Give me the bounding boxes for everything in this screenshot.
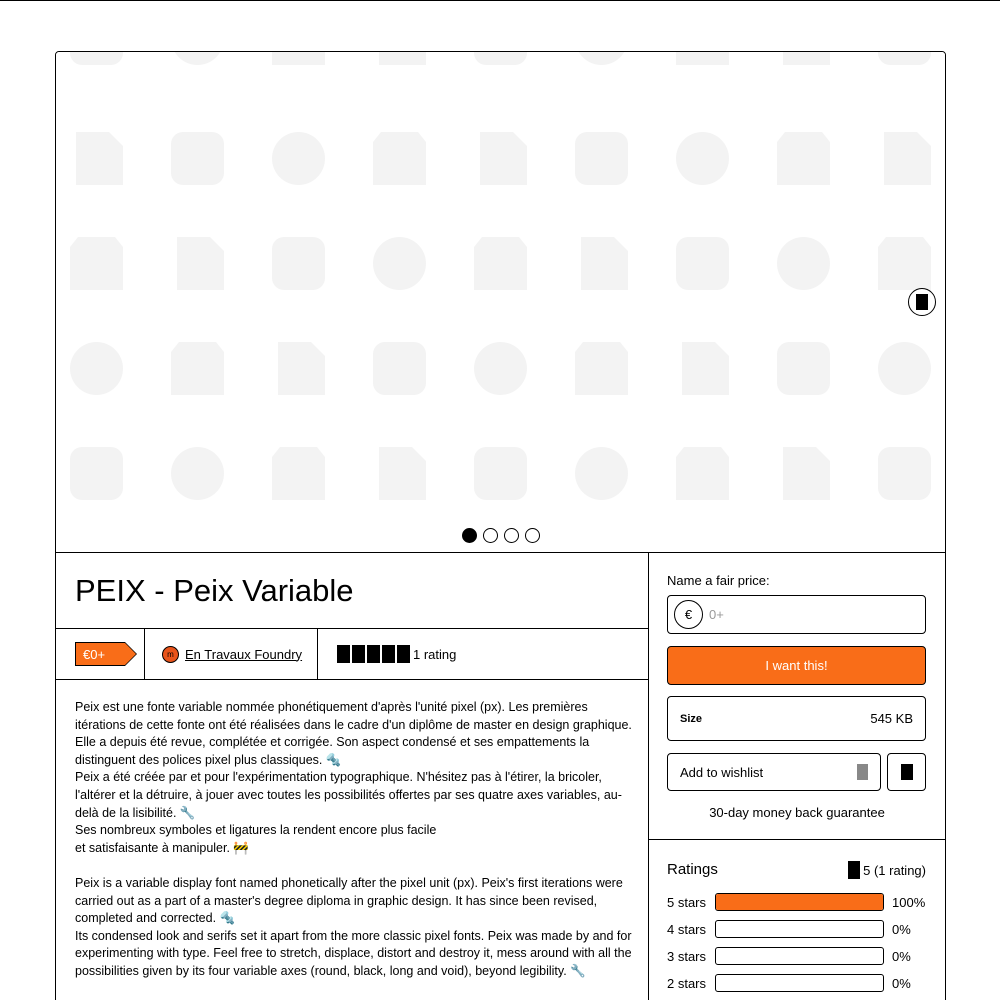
currency-symbol: € bbox=[674, 600, 703, 629]
product-cover-carousel bbox=[56, 52, 945, 552]
cover-pattern-icon bbox=[575, 447, 628, 500]
rating-bar bbox=[715, 947, 884, 965]
cover-pattern-icon bbox=[884, 132, 931, 185]
cover-pattern-icon bbox=[373, 132, 426, 185]
cover-pattern-icon bbox=[575, 52, 628, 65]
rating-bar bbox=[715, 974, 884, 992]
description-paragraph: Its condensed look and serifs set it apart from the more classic pixel fonts. Peix was made by and for experimenting with type. Feel free to stretch, displace, distort and destroy it, mess around with all the possibilities given by its four variable axes (round, black, long and void), beyond legibility. 🔧 bbox=[75, 928, 632, 978]
rating-row-label: 2 stars bbox=[667, 975, 707, 991]
rating-row bbox=[667, 920, 927, 938]
cover-pattern-icon bbox=[878, 342, 931, 395]
product-info bbox=[56, 553, 648, 1000]
cover-pattern-icon bbox=[70, 447, 123, 500]
cover-pattern-icon bbox=[272, 237, 325, 290]
rating-row-label: 4 stars bbox=[667, 921, 707, 937]
cover-pattern-icon bbox=[575, 132, 628, 185]
file-size-info bbox=[667, 696, 926, 741]
price-badge-label: €0+ bbox=[83, 646, 106, 662]
description-paragraph: Peix a été créée par et pour l'expérimentation typographique. N'hésitez pas à l'étirer, la bricoler, l'altérer et la détruire, à jouer avec toutes les possibilités offertes par ses quatre axes variables, au-delà de la lisibilité. 🔧 bbox=[75, 770, 622, 820]
cover-pattern-icon bbox=[171, 132, 224, 185]
product-meta-bar bbox=[56, 628, 648, 680]
carousel-dot[interactable] bbox=[462, 528, 477, 543]
ratings-summary-text: 5 (1 rating) bbox=[863, 862, 926, 878]
carousel-dot[interactable] bbox=[483, 528, 498, 543]
share-icon bbox=[901, 764, 913, 780]
cover-pattern-icon bbox=[682, 342, 729, 395]
top-border bbox=[0, 0, 1000, 1]
description-paragraph: Peix est une fonte variable nommée phonétiquement d'après l'unité pixel (px). Les premières itérations de cette fonte ont été réalisées dans le cadre d'un diplôme de master en design graphique. Elle a depuis été revue, complétée et corrigée. Son aspect condensé et ses empattements la distinguent des polices pixel plus classiques. 🔩 bbox=[75, 700, 632, 767]
rating-bar-fill bbox=[716, 894, 883, 910]
rating-row-label: 3 stars bbox=[667, 948, 707, 964]
price-badge-cell bbox=[75, 629, 125, 679]
cover-pattern-icon bbox=[676, 52, 729, 65]
cover-pattern-icon bbox=[272, 52, 325, 65]
share-button[interactable] bbox=[887, 753, 926, 791]
cover-pattern-icon bbox=[278, 342, 325, 395]
seller-cell bbox=[162, 629, 302, 679]
purchase-panel bbox=[649, 553, 945, 1000]
description-paragraph: et satisfaisante à manipuler. 🚧 bbox=[75, 840, 249, 855]
rating-count: 1 rating bbox=[413, 646, 457, 662]
rating-row bbox=[667, 974, 927, 992]
cover-pattern-icon bbox=[474, 52, 527, 65]
cover-pattern-icon bbox=[676, 132, 729, 185]
description-paragraph: Peix is a variable display font named phonetically after the pixel unit (px). Peix's first iterations were carried out as a part of a master's degree diploma in graphic design. It has since been revised, completed and corrected. 🔩 bbox=[75, 875, 623, 926]
ratings-summary bbox=[848, 861, 926, 879]
product-title: PEIX - Peix Variable bbox=[75, 573, 354, 608]
product-description bbox=[75, 699, 635, 981]
rating-row bbox=[667, 947, 927, 965]
cover-pattern-icon bbox=[70, 52, 123, 65]
guarantee-text: 30-day money back guarantee bbox=[709, 805, 885, 820]
divider bbox=[144, 629, 145, 679]
star-icon bbox=[382, 645, 395, 663]
seller-avatar: m bbox=[162, 646, 179, 663]
cover-pattern-icon bbox=[373, 237, 426, 290]
divider bbox=[649, 839, 945, 840]
cover-pattern-icon bbox=[76, 132, 123, 185]
cover-pattern-icon bbox=[676, 447, 729, 500]
star-icon bbox=[397, 645, 410, 663]
rating-row-percent: 0% bbox=[892, 921, 911, 937]
cover-pattern-icon bbox=[676, 237, 729, 290]
price-field[interactable] bbox=[667, 595, 926, 634]
cover-pattern-icon bbox=[777, 342, 830, 395]
star-rating bbox=[337, 645, 410, 663]
cover-pattern-icon bbox=[878, 52, 931, 65]
rating-row bbox=[667, 893, 927, 911]
cover-pattern-icon bbox=[379, 52, 426, 65]
cover-pattern-icon bbox=[480, 132, 527, 185]
cover-pattern-icon bbox=[783, 52, 830, 65]
cover-pattern-icon bbox=[70, 237, 123, 290]
rating-cell bbox=[337, 629, 456, 679]
cover-pattern-icon bbox=[474, 237, 527, 290]
cover-pattern-icon bbox=[272, 447, 325, 500]
product-card bbox=[55, 51, 946, 1000]
cover-pattern-icon bbox=[373, 342, 426, 395]
cover-pattern-icon bbox=[575, 342, 628, 395]
star-icon bbox=[367, 645, 380, 663]
divider bbox=[317, 629, 318, 679]
cover-pattern-icon bbox=[581, 237, 628, 290]
chevron-down-icon bbox=[857, 764, 868, 780]
add-to-wishlist-button[interactable] bbox=[667, 753, 881, 791]
price-badge bbox=[75, 642, 125, 666]
star-icon bbox=[848, 861, 860, 879]
cover-pattern-icon bbox=[379, 447, 426, 500]
chevron-right-icon bbox=[916, 294, 928, 310]
cover-pattern-icon bbox=[474, 342, 527, 395]
cover-pattern-icon bbox=[777, 132, 830, 185]
rating-row-percent: 100% bbox=[892, 894, 926, 910]
buy-button[interactable]: I want this! bbox=[667, 646, 926, 685]
size-label: Size bbox=[680, 712, 703, 725]
cover-pattern-icon bbox=[177, 237, 224, 290]
description-paragraph: Ses nombreux symboles et ligatures la rendent encore plus facile bbox=[75, 823, 437, 838]
cover-pattern-icon bbox=[171, 447, 224, 500]
rating-row-label: 5 stars bbox=[667, 894, 707, 910]
price-input[interactable] bbox=[709, 607, 889, 622]
rating-bar bbox=[715, 920, 884, 938]
carousel-dot[interactable] bbox=[504, 528, 519, 543]
star-icon bbox=[337, 645, 350, 663]
cover-pattern-icon bbox=[783, 447, 830, 500]
cover-pattern-icon bbox=[474, 447, 527, 500]
cover-pattern-icon bbox=[878, 237, 931, 290]
size-value: 545 KB bbox=[870, 711, 913, 726]
rating-row-percent: 0% bbox=[892, 975, 911, 991]
wishlist-label: Add to wishlist bbox=[680, 764, 764, 780]
cover-pattern-icon bbox=[171, 52, 224, 65]
carousel-dot[interactable] bbox=[525, 528, 540, 543]
fair-price-label: Name a fair price: bbox=[667, 573, 770, 588]
rating-row-percent: 0% bbox=[892, 948, 911, 964]
cover-pattern-icon bbox=[878, 447, 931, 500]
carousel-next-button[interactable] bbox=[908, 288, 936, 316]
cover-icon-pattern bbox=[56, 52, 945, 552]
ratings-heading: Ratings bbox=[667, 861, 718, 878]
cover-pattern-icon bbox=[70, 342, 123, 395]
spacer bbox=[75, 857, 635, 875]
cover-pattern-icon bbox=[777, 237, 830, 290]
cover-pattern-icon bbox=[272, 132, 325, 185]
seller-link[interactable]: En Travaux Foundry bbox=[185, 646, 303, 662]
carousel-dots bbox=[462, 528, 540, 543]
rating-bar bbox=[715, 893, 884, 911]
cover-pattern-icon bbox=[171, 342, 224, 395]
star-icon bbox=[352, 645, 365, 663]
